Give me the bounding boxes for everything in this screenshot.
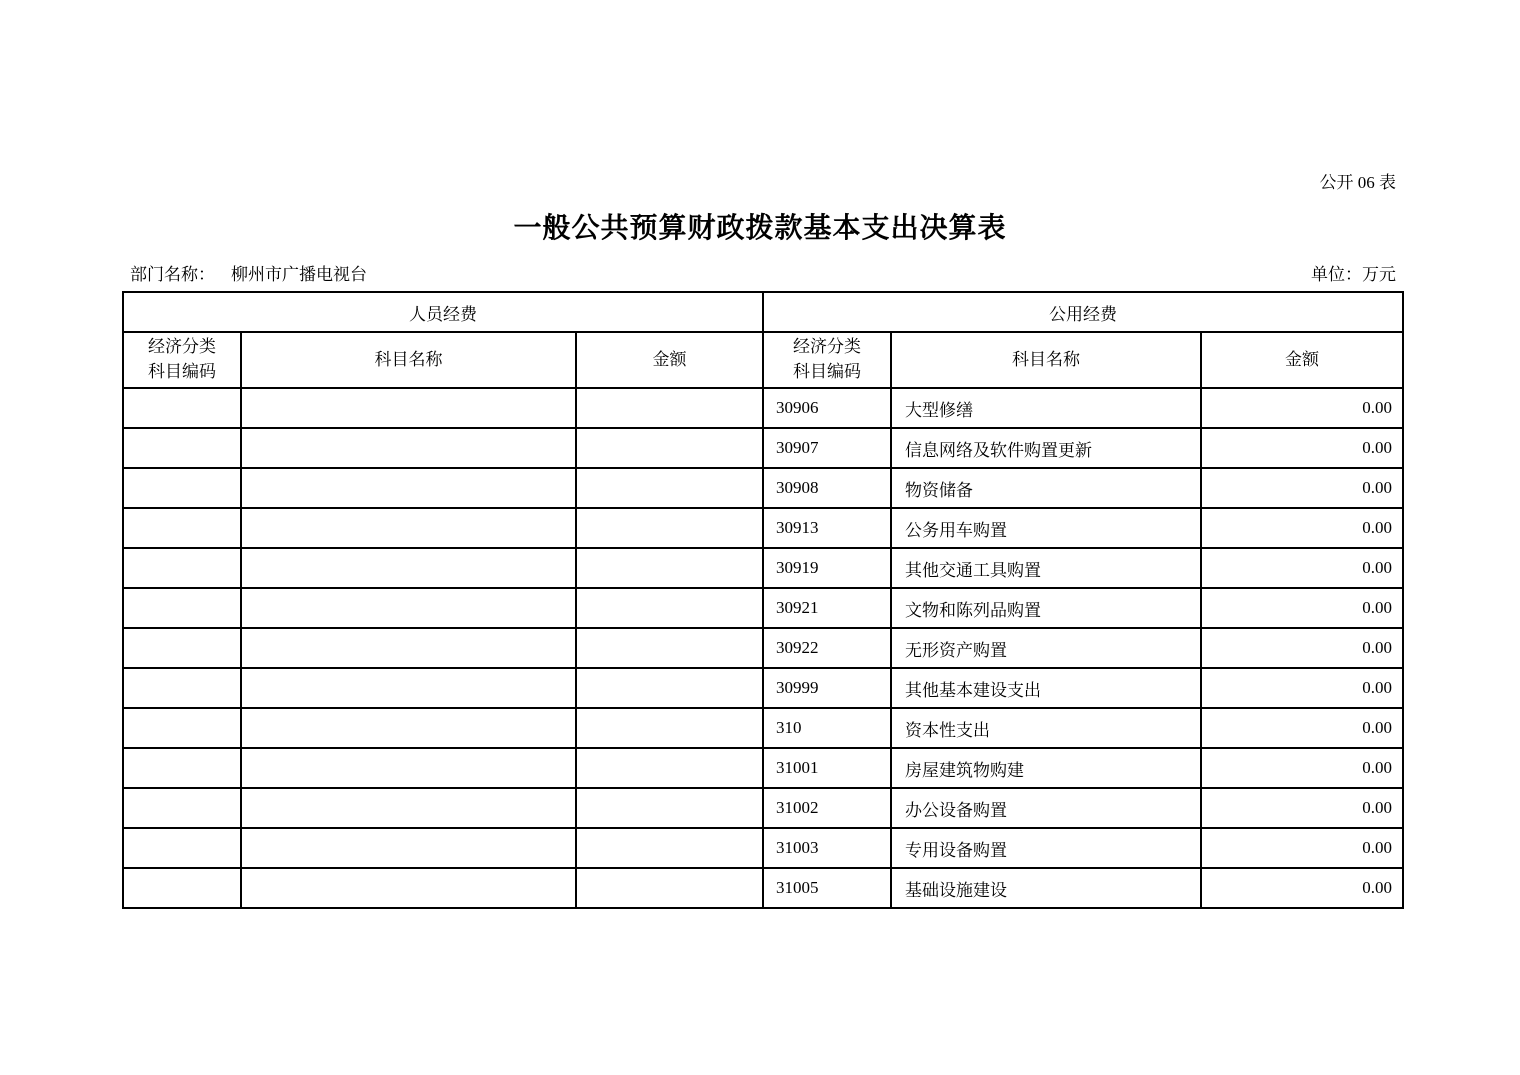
table-row (123, 588, 1403, 628)
left-amount-cell (576, 668, 763, 708)
right-name-column-header: 科目名称 (891, 332, 1201, 388)
right-name-cell: 办公设备购置 (891, 788, 1201, 828)
left-code-cell (123, 668, 241, 708)
left-code-cell (123, 708, 241, 748)
right-amount-cell: 0.00 (1201, 748, 1403, 788)
left-code-cell (123, 748, 241, 788)
left-name-cell (241, 748, 576, 788)
right-name-cell: 文物和陈列品购置 (891, 588, 1201, 628)
left-amount-cell (576, 428, 763, 468)
left-amount-cell (576, 468, 763, 508)
left-amount-cell (576, 868, 763, 908)
right-amount-cell: 0.00 (1201, 388, 1403, 428)
left-amount-cell (576, 748, 763, 788)
right-code-cell: 31001 (763, 748, 891, 788)
department-label: 部门名称： (130, 265, 215, 284)
right-code-cell: 310 (763, 708, 891, 748)
right-code-cell: 30922 (763, 628, 891, 668)
right-code-cell: 30906 (763, 388, 891, 428)
left-amount-cell (576, 388, 763, 428)
right-code-cell: 30908 (763, 468, 891, 508)
left-code-cell (123, 868, 241, 908)
right-name-cell: 基础设施建设 (891, 868, 1201, 908)
table-row (123, 748, 1403, 788)
left-code-cell (123, 548, 241, 588)
personnel-funds-group-header: 人员经费 (123, 292, 763, 332)
left-amount-column-header: 金额 (576, 332, 763, 388)
left-name-cell (241, 828, 576, 868)
left-code-header-line2: 科目编码 (148, 362, 216, 381)
right-code-cell: 31005 (763, 868, 891, 908)
table-row (123, 508, 1403, 548)
right-amount-cell: 0.00 (1201, 428, 1403, 468)
right-amount-cell: 0.00 (1201, 588, 1403, 628)
right-amount-cell: 0.00 (1201, 548, 1403, 588)
right-amount-cell: 0.00 (1201, 788, 1403, 828)
table-row (123, 548, 1403, 588)
table-row (123, 828, 1403, 868)
right-name-cell: 无形资产购置 (891, 628, 1201, 668)
right-code-column-header (763, 332, 891, 388)
left-name-cell (241, 868, 576, 908)
left-name-cell (241, 468, 576, 508)
left-code-cell (123, 588, 241, 628)
right-name-cell: 物资储备 (891, 468, 1201, 508)
left-code-cell (123, 628, 241, 668)
table-row (123, 388, 1403, 428)
left-name-cell (241, 548, 576, 588)
left-name-cell (241, 588, 576, 628)
left-amount-cell (576, 788, 763, 828)
table-row (123, 428, 1403, 468)
department-line (130, 260, 367, 285)
right-name-cell: 专用设备购置 (891, 828, 1201, 868)
left-name-cell (241, 428, 576, 468)
right-code-header-line1: 经济分类 (793, 337, 862, 357)
left-name-cell (241, 788, 576, 828)
right-amount-cell: 0.00 (1201, 628, 1403, 668)
right-code-cell: 30913 (763, 508, 891, 548)
right-code-cell: 30907 (763, 428, 891, 468)
left-code-column-header (123, 332, 241, 388)
right-name-cell: 信息网络及软件购置更新 (891, 428, 1201, 468)
left-name-column-header: 科目名称 (241, 332, 576, 388)
table-body (123, 388, 1403, 908)
right-amount-cell: 0.00 (1201, 828, 1403, 868)
right-code-cell: 30999 (763, 668, 891, 708)
unit-label: 单位：万元 (1311, 265, 1396, 284)
left-code-header-line1: 经济分类 (148, 337, 216, 357)
left-amount-cell (576, 508, 763, 548)
table-row (123, 668, 1403, 708)
right-name-cell: 资本性支出 (891, 708, 1201, 748)
table-row (123, 868, 1403, 908)
left-code-cell (123, 468, 241, 508)
table-row (123, 788, 1403, 828)
left-name-cell (241, 388, 576, 428)
left-name-cell (241, 628, 576, 668)
group-header-row (123, 292, 1403, 332)
right-amount-cell: 0.00 (1201, 468, 1403, 508)
right-amount-cell: 0.00 (1201, 708, 1403, 748)
department-value: 柳州市广播电视台 (231, 265, 367, 284)
right-name-cell: 房屋建筑物购建 (891, 748, 1201, 788)
right-name-cell: 公务用车购置 (891, 508, 1201, 548)
table-row (123, 708, 1403, 748)
right-amount-cell: 0.00 (1201, 668, 1403, 708)
left-name-cell (241, 708, 576, 748)
right-code-header-line2: 科目编码 (793, 362, 862, 381)
right-amount-cell: 0.00 (1201, 508, 1403, 548)
left-name-cell (241, 668, 576, 708)
right-code-cell: 30921 (763, 588, 891, 628)
table-row (123, 468, 1403, 508)
budget-table (122, 291, 1404, 909)
left-amount-cell (576, 828, 763, 868)
right-name-cell: 大型修缮 (891, 388, 1201, 428)
right-name-cell: 其他基本建设支出 (891, 668, 1201, 708)
left-code-cell (123, 828, 241, 868)
left-amount-cell (576, 628, 763, 668)
left-amount-cell (576, 588, 763, 628)
left-code-cell (123, 508, 241, 548)
left-code-cell (123, 428, 241, 468)
left-code-cell (123, 788, 241, 828)
left-amount-cell (576, 548, 763, 588)
left-name-cell (241, 508, 576, 548)
sheet-number-label: 公开 06 表 (1319, 173, 1396, 192)
table-row (123, 628, 1403, 668)
left-amount-cell (576, 708, 763, 748)
right-code-cell: 30919 (763, 548, 891, 588)
column-header-row (123, 332, 1403, 388)
right-amount-column-header: 金额 (1201, 332, 1403, 388)
public-funds-group-header: 公用经费 (763, 292, 1403, 332)
left-code-cell (123, 388, 241, 428)
right-name-cell: 其他交通工具购置 (891, 548, 1201, 588)
right-code-cell: 31003 (763, 828, 891, 868)
right-code-cell: 31002 (763, 788, 891, 828)
right-amount-cell: 0.00 (1201, 868, 1403, 908)
page-title: 一般公共预算财政拨款基本支出决算表 (513, 213, 1007, 244)
